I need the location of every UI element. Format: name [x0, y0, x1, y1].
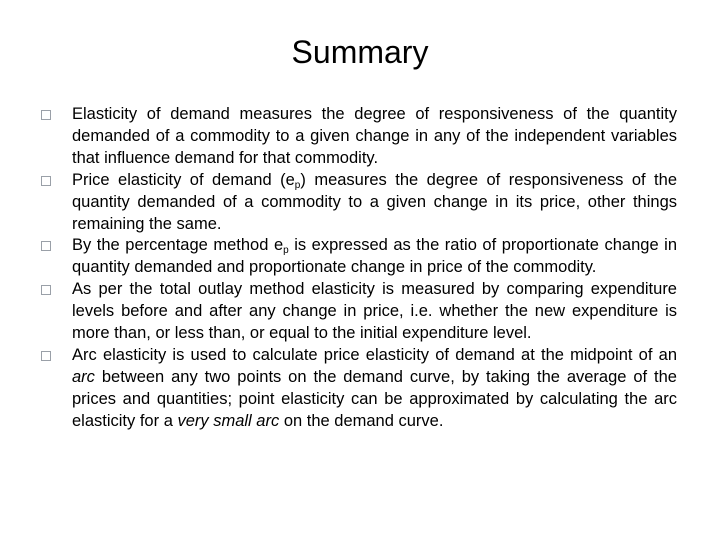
bullet-text: As per the total outlay method elasticity is measured by comparing expenditure levels before and after any change in price, i.e. whether the new expenditure is more than, or less than, or equal to the initial expenditure level. [72, 280, 677, 343]
bullet-item-3 [72, 235, 677, 279]
bullet-text-part: is expressed as the ratio of proportionate change in quantity demanded and proportionate change in price of the commodity. [72, 236, 677, 277]
bullet-text-part: By the percentage method e [72, 236, 284, 255]
summary-bullet-list [0, 104, 720, 433]
hollow-square-bullet-icon [41, 285, 51, 295]
bullet-item-5 [72, 345, 677, 433]
hollow-square-bullet-icon [41, 351, 51, 361]
bullet-item-4 [72, 279, 677, 345]
bullet-text: Elasticity of demand measures the degree of responsiveness of the quantity demanded of a commodity to a given change in any of the independent variables that influence demand for that commodity. [72, 105, 677, 167]
bullet-text-part: between any two points on the demand curve, by taking the average of the prices and quantities; point elasticity can be approximated by calculating the arc elasticity for a [72, 367, 677, 430]
emphasis-arc: arc [72, 367, 95, 386]
page-title: Summary [291, 34, 429, 70]
bullet-text-part: on the demand curve. [279, 411, 444, 430]
hollow-square-bullet-icon [41, 110, 51, 120]
bullet-text-part: ) measures the degree of responsiveness of the quantity demanded of a commodity to a given change in its price, other things remaining the same. [72, 170, 677, 233]
emphasis-very-small-arc: very small arc [177, 411, 280, 430]
bullet-item-1 [72, 104, 677, 170]
subscript-p: p [283, 245, 289, 257]
bullet-text-part: Price elasticity of demand (e [72, 170, 295, 189]
hollow-square-bullet-icon [41, 241, 51, 251]
bullet-item-2 [72, 170, 677, 236]
hollow-square-bullet-icon [41, 176, 51, 186]
subscript-p: p [294, 179, 301, 191]
bullet-text-part: Arc elasticity is used to calculate price elasticity of demand at the midpoint of an [72, 345, 677, 364]
